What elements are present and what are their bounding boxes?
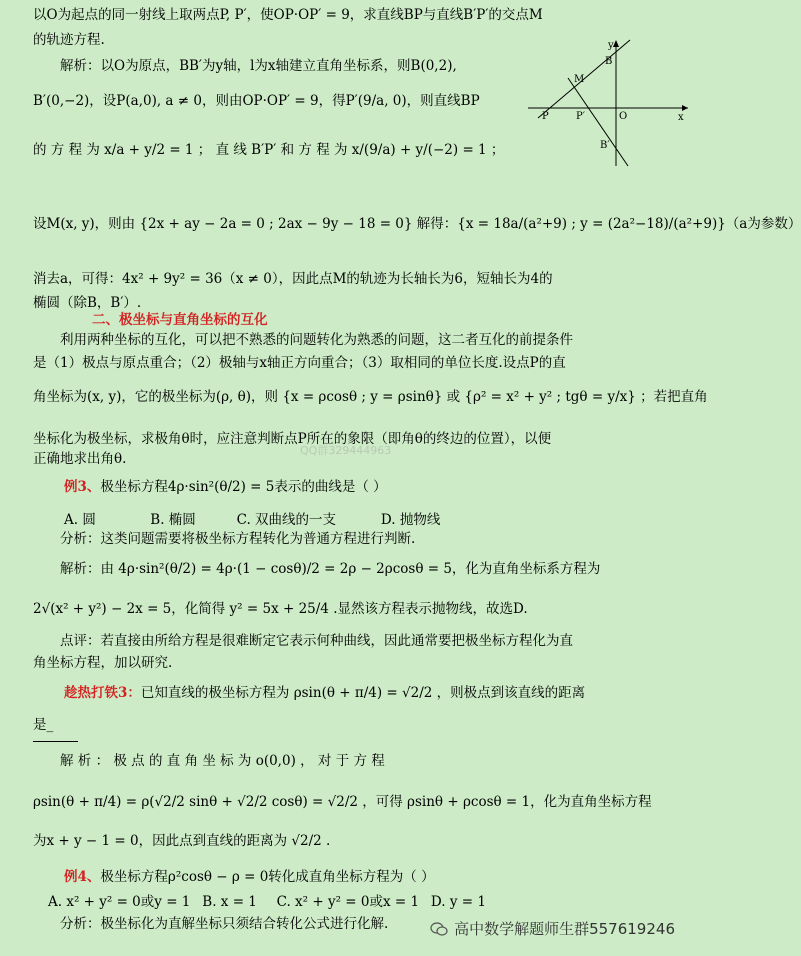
option-c: C. 双曲线的一支 — [236, 512, 337, 528]
text-line: 分析：极坐标化为直解坐标只须结合转化公式进行化解. — [60, 916, 389, 932]
footer-text: 高中数学解题师生群557619246 — [454, 920, 675, 938]
drill-text: 已知直线的极坐标方程为 ρsin(θ + π/4) = √2/2 ，则极点到该直线的距离 — [140, 685, 586, 701]
example-4 — [64, 868, 704, 886]
answer-blank — [33, 741, 78, 742]
text-line: 分析：这类问题需要将极坐标方程转化为普通方程进行判断. — [60, 531, 416, 547]
point-p-label: P — [542, 111, 549, 122]
text-line: 以O为起点的同一射线上取两点P, P′，使OP·OP′ = 9，求直线BP与直线B′P′的交点M — [33, 7, 543, 23]
text-line: 解 析 ： 极 点 的 直 角 坐 标 为 o(0,0) ， 对 于 方 程 — [60, 753, 385, 769]
text-line: 正确地求出角θ. — [33, 451, 127, 467]
text-line: 是_ — [33, 717, 54, 733]
text-line: 坐标化为极坐标，求极角θ时，应注意判断点P所在的象限（即角θ的终边的位置），以便 — [33, 431, 552, 447]
option-a: A. x² + y² = 0或y = 1 — [48, 894, 191, 910]
section-heading: 二、极坐标与直角坐标的互化 — [92, 312, 268, 328]
text-line: 解析：以O为原点，BB′为y轴，l为x轴建立直角坐标系，则B(0,2), — [60, 58, 457, 74]
coordinate-diagram — [528, 38, 688, 168]
example-3 — [64, 478, 704, 496]
x-axis-label: x — [678, 112, 684, 123]
point-pprime-label: P′ — [576, 111, 585, 122]
point-m-label: M — [574, 74, 585, 85]
example-text: 极坐标方程ρ²cosθ − ρ = 0转化成直角坐标方程为（ ） — [100, 869, 435, 885]
point-b-label: B — [605, 56, 613, 67]
option-d: D. y = 1 — [430, 894, 486, 910]
text-line: 椭圆（除B，B′）. — [33, 295, 142, 311]
y-axis-label: y — [608, 40, 614, 51]
text-line: 是（1）极点与原点重合；（2）极轴与x轴正方向重合；（3）取相同的单位长度.设点P的直 — [33, 355, 566, 371]
text-line: 角坐标方程，加以研究. — [33, 655, 173, 671]
text-line: 解析：由 4ρ·sin²(θ/2) = 4ρ·(1 − cosθ)/2 = 2ρ − 2ρcosθ = 5，化为直角坐标系方程为 — [60, 561, 601, 577]
wechat-icon — [430, 922, 448, 936]
drill-label: 趁热打铁3： — [64, 685, 141, 701]
options-row — [48, 893, 688, 911]
option-b: B. 椭圆 — [150, 512, 196, 528]
text-line: 的轨迹方程. — [33, 32, 105, 48]
option-a: A. 圆 — [64, 512, 96, 528]
text-line: 设M(x, y)，则由 {2x + ay − 2a = 0 ; 2ax − 9y − 18 = 0} 解得：{x = 18a/(a²+9) ; y = (2a²−18)/(a²+9)}（a为参数） — [33, 216, 801, 232]
watermark: QQ群329444963 — [300, 444, 392, 457]
text-line: 角坐标为(x, y)，它的极坐标为(ρ, θ)，则 {x = ρcosθ ; y = ρsinθ} 或 {ρ² = x² + y² ; tgθ = y/x} ；若把直角 — [33, 389, 708, 405]
text-line: 为x + y − 1 = 0，因此点到直线的距离为 √2/2 . — [33, 833, 331, 849]
text-line: 2√(x² + y²) − 2x = 5，化简得 y² = 5x + 25/4 .显然该方程表示抛物线，故选D. — [33, 601, 528, 617]
origin-label: O — [619, 111, 628, 122]
example-label: 例4、 — [64, 869, 101, 885]
point-bprime-label: B′ — [600, 140, 610, 151]
text-line: B′(0,−2)，设P(a,0), a ≠ 0，则由OP·OP′ = 9，得P′(9/a, 0)，则直线BP — [33, 93, 480, 109]
footer-attribution — [430, 918, 675, 939]
text-line: ρsin(θ + π/4) = ρ(√2/2 sinθ + √2/2 cosθ) = √2/2 ，可得 ρsinθ + ρcosθ = 1，化为直角坐标方程 — [33, 794, 652, 810]
text-line: 利用两种坐标的互化，可以把不熟悉的问题转化为熟悉的问题，这二者互化的前提条件 — [60, 332, 573, 348]
option-c: C. x² + y² = 0或x = 1 — [276, 894, 420, 910]
example-text: 极坐标方程4ρ·sin²(θ/2) = 5表示的曲线是（ ） — [100, 479, 387, 495]
options-row — [64, 511, 704, 529]
option-b: B. x = 1 — [202, 894, 257, 910]
drill-3 — [64, 684, 704, 702]
option-d: D. 抛物线 — [380, 512, 441, 528]
example-label: 例3、 — [64, 479, 101, 495]
text-line: 消去a，可得：4x² + 9y² = 36（x ≠ 0），因此点M的轨迹为长轴长为6，短轴长为4的 — [33, 271, 553, 287]
text-line: 点评：若直接由所给方程是很难断定它表示何种曲线，因此通常要把极坐标方程化为直 — [60, 633, 573, 649]
text-line: 的 方 程 为 x/a + y/2 = 1 ； 直 线 B′P′ 和 方 程 为 x/(9/a) + y/(−2) = 1 ； — [33, 142, 505, 158]
